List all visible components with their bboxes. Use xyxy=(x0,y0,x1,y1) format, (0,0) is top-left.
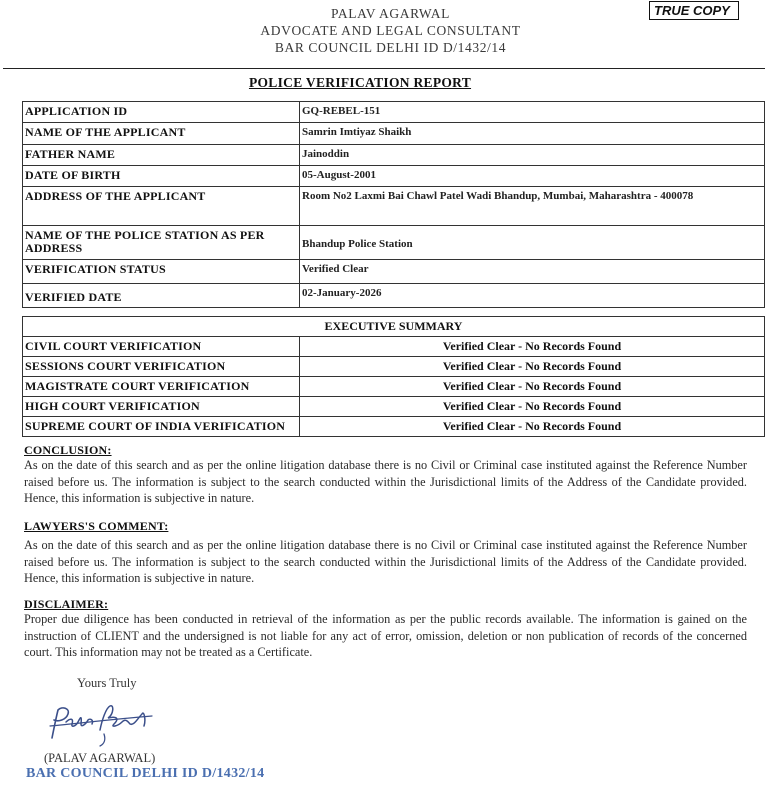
row-value: Samrin Imtiyaz Shaikh xyxy=(300,123,765,145)
court-label: HIGH COURT VERIFICATION xyxy=(23,397,300,417)
row-value: Bhandup Police Station xyxy=(300,226,765,260)
row-value: Room No2 Laxmi Bai Chawl Patel Wadi Bhandup, Mumbai, Maharashtra - 400078 xyxy=(300,187,765,226)
table-row xyxy=(23,145,765,166)
advocate-bar-id: BAR COUNCIL DELHI ID D/1432/14 xyxy=(274,40,507,55)
conclusion-heading: CONCLUSION: xyxy=(24,443,112,457)
table-row xyxy=(23,377,765,397)
header-divider xyxy=(3,68,765,69)
court-status: Verified Clear - No Records Found xyxy=(300,357,765,377)
row-label: NAME OF THE POLICE STATION AS PER ADDRESS xyxy=(23,226,300,260)
lawyers-comment-heading: LAWYERS'S COMMENT: xyxy=(24,519,169,533)
table-row xyxy=(23,102,765,123)
closing-salutation: Yours Truly xyxy=(77,676,137,690)
table-row xyxy=(23,417,765,437)
table-row xyxy=(23,337,765,357)
court-label: SUPREME COURT OF INDIA VERIFICATION xyxy=(23,417,300,437)
row-label: NAME OF THE APPLICANT xyxy=(23,123,300,145)
executive-summary-title: EXECUTIVE SUMMARY xyxy=(23,317,765,337)
disclaimer-heading: DISCLAIMER: xyxy=(24,597,109,611)
signature-icon xyxy=(44,700,159,748)
row-label: VERIFICATION STATUS xyxy=(23,260,300,284)
row-value: GQ-REBEL-151 xyxy=(300,102,765,123)
row-value: 05-August-2001 xyxy=(300,166,765,187)
advocate-designation: ADVOCATE AND LEGAL CONSULTANT xyxy=(260,23,521,38)
table-row xyxy=(23,357,765,377)
conclusion-text: As on the date of this search and as per the online litigation database there is no Civil or Criminal case instituted against the Reference Number raised before us. The information is subject to the search conducted within the Jurisdictional limits of the Address of the Candidate provided. Hence, this information is subjective in nature. xyxy=(24,458,747,506)
row-value: Verified Clear xyxy=(300,260,765,284)
row-value: Jainoddin xyxy=(300,145,765,166)
table-row xyxy=(23,187,765,226)
table-row xyxy=(23,260,765,284)
court-status: Verified Clear - No Records Found xyxy=(300,377,765,397)
court-label: MAGISTRATE COURT VERIFICATION xyxy=(23,377,300,397)
court-status: Verified Clear - No Records Found xyxy=(300,337,765,357)
executive-summary-table xyxy=(22,316,765,437)
row-label: DATE OF BIRTH xyxy=(23,166,300,187)
applicant-details-table xyxy=(22,101,765,308)
table-row xyxy=(23,397,765,417)
advocate-name: PALAV AGARWAL xyxy=(331,6,450,21)
table-row xyxy=(23,166,765,187)
report-title: POLICE VERIFICATION REPORT xyxy=(248,75,472,90)
table-header-row xyxy=(23,317,765,337)
row-label: VERIFIED DATE xyxy=(23,284,300,308)
court-label: SESSIONS COURT VERIFICATION xyxy=(23,357,300,377)
disclaimer-text: Proper due diligence has been conducted in retrieval of the information as per the public records available. The information is gained on the instruction of CLIENT and the undersigned is not liable for any act of error, omission, deletion or non publication of records of the concerned court. This information may not be treated as a Certificate. xyxy=(24,612,747,660)
row-label: APPLICATION ID xyxy=(23,102,300,123)
lawyers-comment-text: As on the date of this search and as per the online litigation database there is no Civil or Criminal case instituted against the Reference Number raised before us. The information is subject to the search conducted within the Jurisdictional limits of the Address of the Candidate provided. Hence, this information is subjective in nature. xyxy=(24,538,747,586)
table-row xyxy=(23,123,765,145)
row-label: FATHER NAME xyxy=(23,145,300,166)
row-label: ADDRESS OF THE APPLICANT xyxy=(23,187,300,226)
true-copy-stamp: TRUE COPY xyxy=(649,1,739,20)
row-value: 02-January-2026 xyxy=(300,284,765,308)
court-status: Verified Clear - No Records Found xyxy=(300,417,765,437)
court-label: CIVIL COURT VERIFICATION xyxy=(23,337,300,357)
table-row xyxy=(23,284,765,308)
signatory-bar-id: BAR COUNCIL DELHI ID D/1432/14 xyxy=(26,766,265,781)
signatory-name: (PALAV AGARWAL) xyxy=(44,751,156,765)
table-row xyxy=(23,226,765,260)
court-status: Verified Clear - No Records Found xyxy=(300,397,765,417)
